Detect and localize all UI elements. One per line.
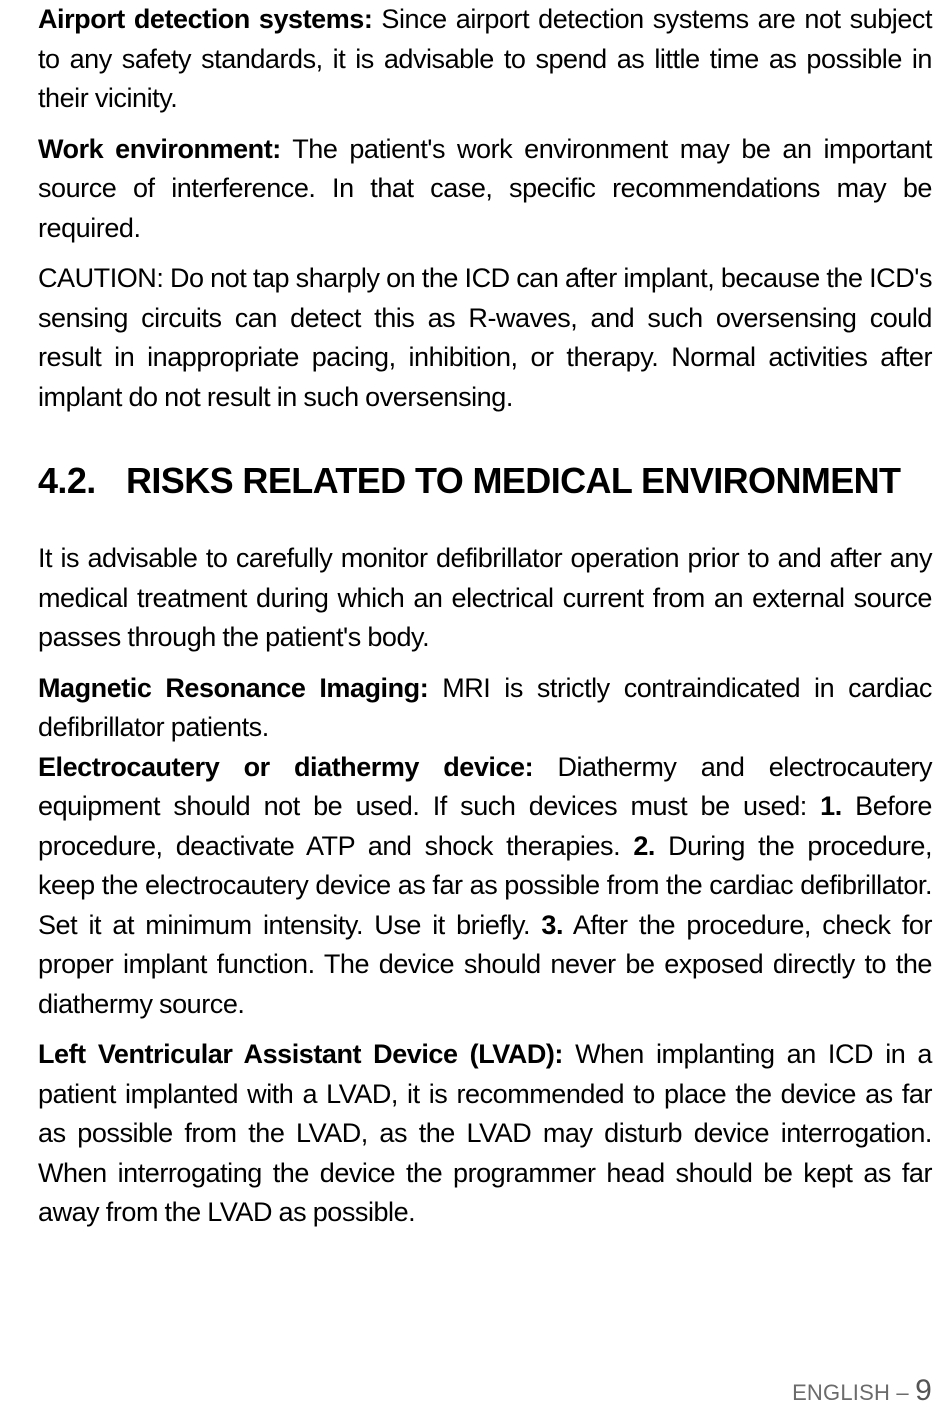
section-number: 4.2.: [38, 460, 96, 501]
airport-label: Airport detection systems:: [38, 4, 373, 34]
caution-text: CAUTION: Do not tap sharply on the ICD can after implant, because the ICD's sensing circuits can detect this as R-waves, and such oversensing could result in inappropriate pacing, inhibition, or therapy. Normal activities after implant do not result in such oversensing.: [38, 263, 932, 412]
lvad-label: Left Ventricular Assistant Device (LVAD):: [38, 1039, 563, 1069]
paragraph-work-environment: [38, 130, 932, 249]
page-footer: [792, 1374, 932, 1408]
electro-step-1: 1.: [820, 791, 842, 821]
electro-text-1: Diathermy and electrocautery equipment should not be used. If such devices must be used:: [38, 751, 932, 821]
electro-step-3: 3.: [541, 909, 564, 940]
airport-text: Since airport detection systems are not subject to any safety standards, it is advisable to spend as little time as possible in their vicinity.: [38, 4, 933, 113]
intro-text: It is advisable to carefully monitor defibrillator operation prior to and after any medical treatment during which an electrical current from an external source passes through the patient's body.: [38, 543, 932, 652]
mri-text: MRI is strictly contraindicated in cardiac defibrillator patients.: [38, 672, 932, 742]
work-text: The patient's work environment may be an important source of interference. In that case, specific recommendations may be required.: [38, 133, 932, 243]
document-page: [38, 0, 932, 1233]
electro-text-2: Before procedure, deactivate ATP and shock therapies.: [38, 791, 932, 861]
paragraph-caution: [38, 259, 932, 417]
electro-text-4: After the procedure, check for proper implant function. The device should never be exposed directly to the diathermy source.: [38, 909, 933, 1019]
paragraph-lvad: [38, 1035, 932, 1233]
work-label: Work environment:: [38, 133, 281, 164]
electro-step-2: 2.: [633, 830, 655, 861]
page-number: 9: [915, 1374, 932, 1407]
paragraph-electrocautery: [38, 748, 932, 1025]
paragraph-mri: [38, 669, 932, 748]
paragraph-intro: [38, 539, 932, 658]
mri-label: Magnetic Resonance Imaging:: [38, 672, 429, 703]
footer-separator: –: [890, 1380, 916, 1405]
electro-label: Electrocautery or diathermy device:: [38, 751, 534, 782]
paragraph-airport-detection: [38, 0, 932, 119]
electro-text-3: During the procedure, keep the electrocautery device as far as possible from the cardiac defibrillator. Set it at minimum intensity. Use it briefly.: [38, 830, 932, 940]
footer-language: ENGLISH: [792, 1380, 891, 1405]
section-heading: [38, 461, 932, 501]
lvad-text: When implanting an ICD in a patient implanted with a LVAD, it is recommended to place the device as far as possible from the LVAD, as the LVAD may disturb device interrogation. When interrogating the device the programmer head should be kept as far away from the LVAD as possible.: [38, 1039, 932, 1227]
section-title: RISKS RELATED TO MEDICAL ENVIRONMENT: [126, 460, 901, 501]
